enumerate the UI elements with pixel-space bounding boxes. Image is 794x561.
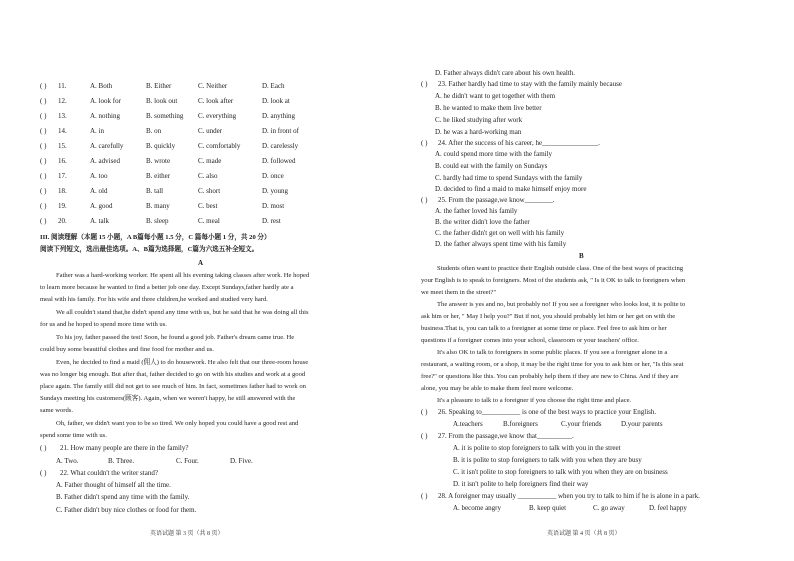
cloze-row: ( ) 19. A. good B. many C. best D. most bbox=[40, 202, 285, 210]
passage-line: could buy some beautiful clothes and fine food for mother and us. bbox=[40, 346, 214, 353]
cloze-row: ( ) 13. A. nothing B. something C. everything D. anything bbox=[40, 112, 296, 120]
question-25: ( ) 25. From the passage,we know________. bbox=[421, 196, 555, 204]
passage-line: to learn more because he wanted to find a better job one day. Except Sundays,father hardly ate a bbox=[40, 284, 294, 291]
passage-line: meal with his family. For his wife and three children,he worked and studied very hard. bbox=[40, 296, 268, 303]
question-22-option: A. Father thought of himself all the time. bbox=[56, 481, 171, 489]
passage-line: It's also OK to talk to foreigners in some public places. If you see a foreigner alone in a bbox=[437, 349, 668, 356]
page-footer: 英语试题 第 4 页（共 8 页） bbox=[547, 531, 621, 537]
passage-line: was no longer big enough. But after that, father decided to go on with his studies and work at a good bbox=[40, 371, 306, 378]
section-instruction: 阅读下列短文，选出最佳选项。A、B篇为选择题，C篇为六选五补全短文。 bbox=[40, 246, 259, 253]
question-28-options: A. become angry B. keep quiet C. go away D. feel happy bbox=[453, 504, 687, 512]
passage-line: for us and he hoped to spend more time with us. bbox=[40, 321, 167, 328]
passage-line: It's a pleasure to talk to a foreigner if you choose the right time and place. bbox=[437, 397, 632, 404]
question-22-option: B. Father didn't spend any time with the family. bbox=[56, 493, 190, 501]
question-25-option: D. the father always spent time with his family bbox=[435, 240, 567, 248]
cloze-row: ( ) 18. A. old B. tall C. short D. young bbox=[40, 187, 289, 195]
cloze-row: ( ) 16. A. advised B. wrote C. made D. followed bbox=[40, 157, 296, 165]
passage-line: We all couldn't stand that,he didn't spend any time with us, but he said that he was doing all this bbox=[56, 309, 309, 316]
cloze-row: ( ) 20. A. talk B. sleep C. meal D. rest bbox=[40, 217, 281, 225]
section-heading: III. 阅读理解（本题 15 小题，A B篇每小题 1.5 分，C 篇每小题 1 分，共 20 分） bbox=[40, 234, 271, 241]
passage-line: Oh, father, we didn't want you to be so tired. We only hoped you could have a good rest and bbox=[56, 420, 299, 427]
question-24-option: A. could spend more time with the family bbox=[435, 150, 553, 158]
passage-line: Sundays meeting his customers(顾客). Again, when we weren't happy, he still answered with the bbox=[40, 395, 296, 402]
question-25-option: C. the father didn't get on well with his family bbox=[435, 229, 565, 237]
question-24-option: C. hardly had time to spend Sundays with the family bbox=[435, 174, 583, 182]
question-22-option: C. Father didn't buy nice clothes or food for them. bbox=[56, 506, 197, 514]
question-22: ( ) 22. What couldn't the writer stand? bbox=[40, 469, 158, 477]
passage-line: place again. The family still did not get to see much of him. In fact, sometimes father had to work on bbox=[40, 383, 306, 390]
question-21: ( ) 21. How many people are there in the family? bbox=[40, 444, 189, 452]
passage-line: restaurant, a waiting room, or a shop, it may be the right time for you to ask him or her, "Is this seat bbox=[421, 361, 684, 368]
passage-line: alone, you may be able to make them feel more welcome. bbox=[421, 385, 574, 392]
passage-a-label: A bbox=[198, 259, 204, 267]
cloze-row: ( ) 14. A. in B. on C. under D. in front of bbox=[40, 127, 299, 135]
passage-line: ask him or her, " May I help you?" But if not, you should probably let him or her get on with the bbox=[421, 313, 676, 320]
question-23-option: B. he wanted to make them live better bbox=[435, 104, 542, 112]
passage-line: business.That is, you can talk to a foreigner at some time or place. Feel free to ask him or her bbox=[421, 325, 667, 332]
cloze-row: ( ) 11. A. Both B. Either C. Neither D. Each bbox=[40, 82, 285, 90]
question-23-option: D. he was a hard-working man bbox=[435, 128, 522, 136]
question-21-options: A. Two. B. Three. C. Four. D. Five. bbox=[56, 457, 253, 465]
passage-line: Even, he decided to find a maid (佣人) to do housework. He also felt that our three-room house bbox=[56, 359, 309, 366]
passage-line: same words. bbox=[40, 407, 73, 414]
question-26: ( ) 26. Speaking to___________ is one of the best ways to practice your English. bbox=[421, 408, 657, 416]
question-26-options: A.teachers B.foreigners C.your friends D.your parents bbox=[453, 420, 663, 428]
right-page bbox=[397, 0, 794, 561]
passage-line: The answer is yes and no, but probably no! If you see a foreigner who looks lost, it is polite to bbox=[437, 301, 686, 308]
passage-line: we meet them in the street?" bbox=[421, 289, 497, 296]
question-24: ( ) 24. After the success of his career, he________________. bbox=[421, 139, 600, 147]
passage-line: questions if a foreigner comes into your school, classroom or your teachers' office. bbox=[421, 337, 639, 344]
question-23-option: C. he liked studying after work bbox=[435, 116, 523, 124]
question-24-option: D. decided to find a maid to make himself enjoy more bbox=[435, 185, 587, 193]
question-27-option: A. it is polite to stop foreigners to talk with you in the street bbox=[453, 444, 621, 452]
question-25-option: A. the father loved his family bbox=[435, 207, 518, 215]
question-22-option: D. Father always didn't care about his own health. bbox=[435, 69, 576, 77]
passage-line: Students often want to practice their English outside class. One of the best ways of practicing bbox=[437, 265, 684, 272]
question-27-option: D. it isn't polite to help foreigners find their way bbox=[453, 480, 589, 488]
passage-line: To his joy, father passed the test! Soon, he found a good job. Father's dream came true. He bbox=[56, 334, 295, 341]
page-footer: 英语试题 第 3 页（共 8 页） bbox=[150, 531, 224, 537]
passage-b-label: B bbox=[579, 252, 584, 260]
passage-line: Father was a hard-working worker. He spent all his evening taking classes after work. He hoped bbox=[56, 272, 310, 279]
question-23-option: A. he didn't want to get together with them bbox=[435, 92, 556, 100]
question-23: ( ) 23. Father hardly had time to stay with the family mainly because bbox=[421, 80, 622, 88]
passage-line: spend some time with us. bbox=[40, 432, 107, 439]
cloze-row: ( ) 17. A. too B. either C. also D. once bbox=[40, 172, 284, 180]
passage-line: your English is to speak to foreigners. Most of the students ask, " Is it OK to talk to foreigners when bbox=[421, 277, 686, 284]
question-25-option: B. the writer didn't love the father bbox=[435, 218, 530, 226]
question-28: ( ) 28. A foreigner may usually ___________ when you try to talk to him if he is alone in a park. bbox=[421, 492, 700, 500]
question-27-option: C. it isn't polite to stop foreigners to talk with you when they are on business bbox=[453, 468, 668, 476]
cloze-row: ( ) 12. A. look for B. look out C. look after D. look at bbox=[40, 97, 290, 105]
cloze-row: ( ) 15. A. carefully B. quickly C. comfortably D. carelessly bbox=[40, 142, 299, 150]
question-27-option: B. it is polite to stop foreigners to talk with you when they are busy bbox=[453, 456, 642, 464]
question-24-option: B. could eat with the family on Sundays bbox=[435, 162, 548, 170]
passage-line: free?" or questions like this. You can probably help them if they are new to China. And if they are bbox=[421, 373, 679, 380]
question-27: ( ) 27. From the passage,we know that__________. bbox=[421, 432, 574, 440]
